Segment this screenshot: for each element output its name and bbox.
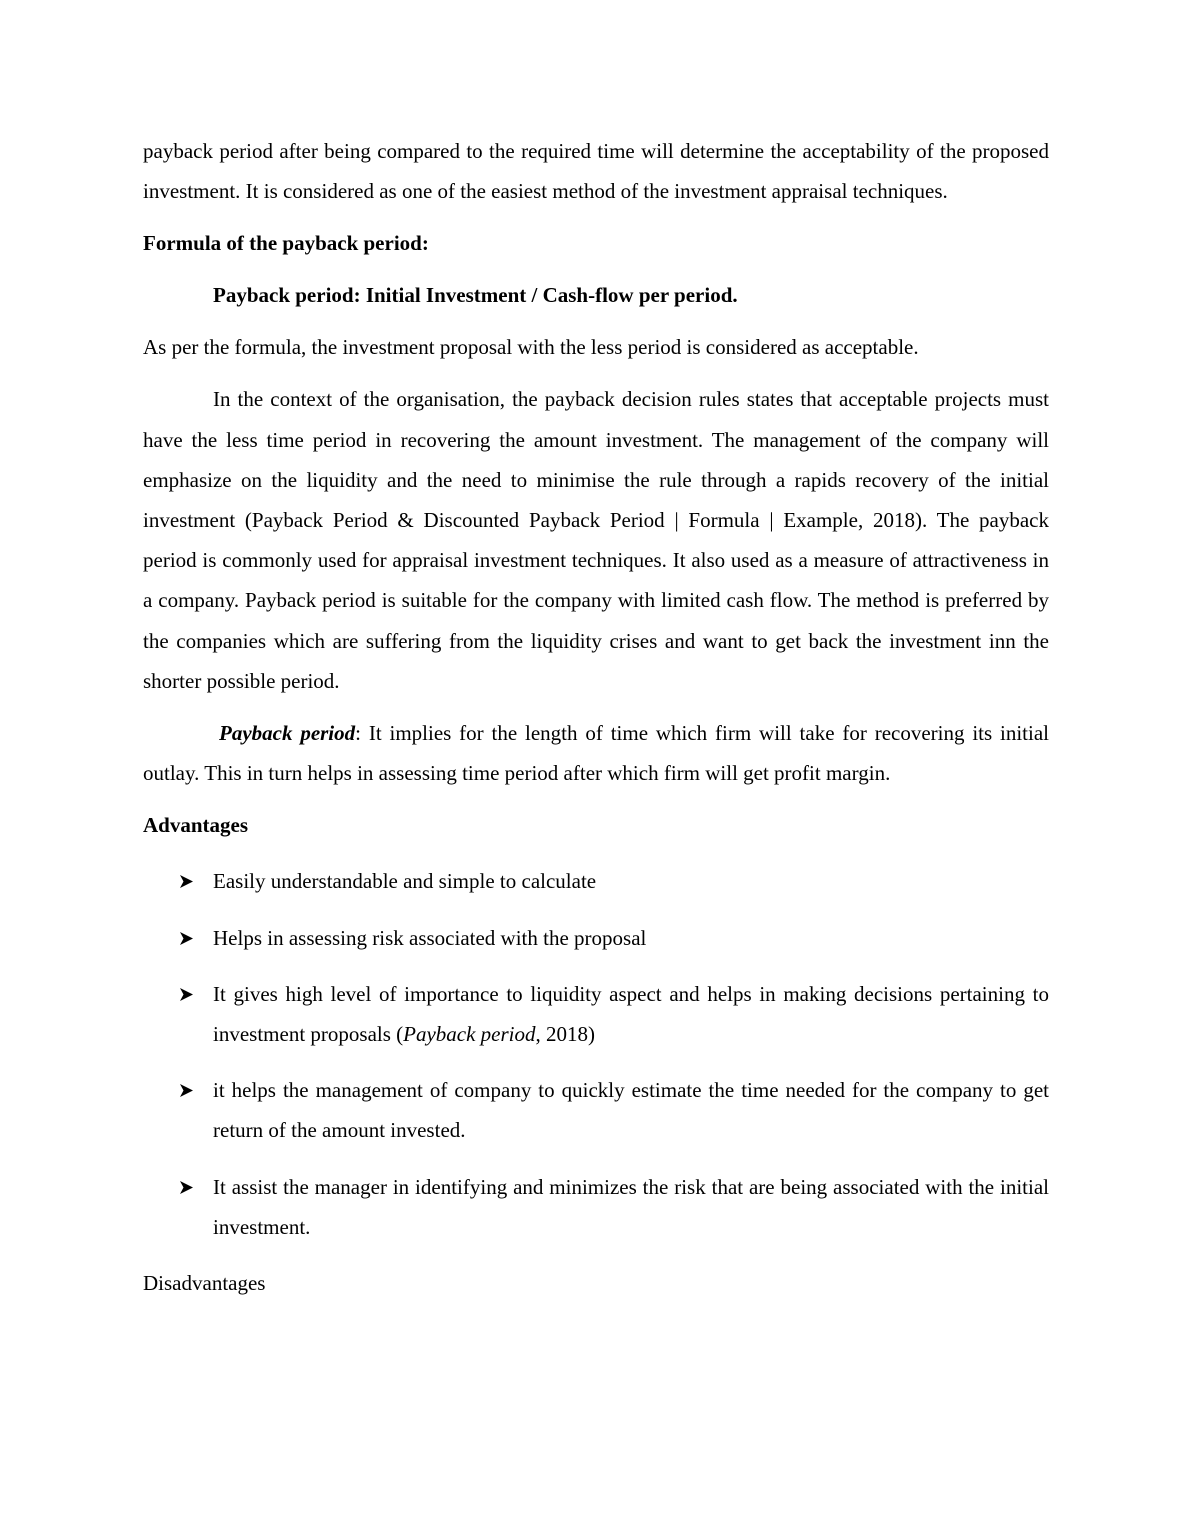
disadvantages-heading: Disadvantages [143, 1271, 266, 1296]
list-item [143, 974, 1049, 1054]
citation-year: , 2018) [535, 1022, 596, 1047]
definition-text: : It implies for the length of time which firm will take for recovering its initial outlay. This in turn helps in assessing time period after which firm will get profit margin. [143, 721, 1050, 786]
arrowhead-bullet-icon [179, 1167, 199, 1207]
advantages-heading: Advantages [143, 813, 249, 838]
list-item [143, 1070, 1049, 1150]
list-item [143, 1167, 1049, 1247]
formula-heading: Formula of the payback period: [143, 231, 429, 256]
document-page [143, 131, 1049, 1303]
arrowhead-bullet-icon [179, 1070, 199, 1110]
list-item [143, 861, 1049, 901]
definition-paragraph [143, 713, 1049, 793]
formula-note: As per the formula, the investment proposal with the less period is considered as acceptable. [143, 335, 919, 360]
advantage-text: it helps the management of company to quickly estimate the time needed for the company to get return of the amount invested. [213, 1078, 1049, 1143]
advantage-text: Helps in assessing risk associated with the proposal [213, 925, 647, 950]
intro-paragraph: payback period after being compared to the required time will determine the acceptability of the proposed investment. It is considered as one of the easiest method of the investment appraisal techniques. [143, 139, 1049, 204]
arrowhead-bullet-icon [179, 918, 199, 958]
advantage-text: It gives high level of importance to liquidity aspect and helps in making decisions pertaining to investment proposals ( [213, 981, 1049, 1047]
advantage-text: Easily understandable and simple to calculate [213, 869, 597, 894]
definition-term: Payback period [219, 721, 356, 746]
context-paragraph: In the context of the organisation, the payback decision rules states that acceptable projects must have the less time period in recovering the amount investment. The management of the company will emphasize on the liquidity and the need to minimise the rule through a rapids recovery of the initial investment (Payback Period & Discounted Payback Period | Formula | Example, 2018). The payback period is commonly used for appraisal investment techniques. It also used as a measure of attractiveness in a company. Payback period is suitable for the company with limited cash flow. The method is preferred by the companies which are suffering from the liquidity crises and want to get back the investment inn the shorter possible period. [143, 387, 1049, 693]
formula-text: Payback period: Initial Investment / Cash-flow per period. [213, 283, 738, 308]
citation-title: Payback period [403, 1022, 536, 1047]
arrowhead-bullet-icon [179, 861, 199, 901]
list-item [143, 918, 1049, 958]
advantages-list [143, 861, 1049, 1247]
arrowhead-bullet-icon [179, 974, 199, 1014]
advantage-text: It assist the manager in identifying and minimizes the risk that are being associated with the initial investment. [213, 1174, 1049, 1239]
